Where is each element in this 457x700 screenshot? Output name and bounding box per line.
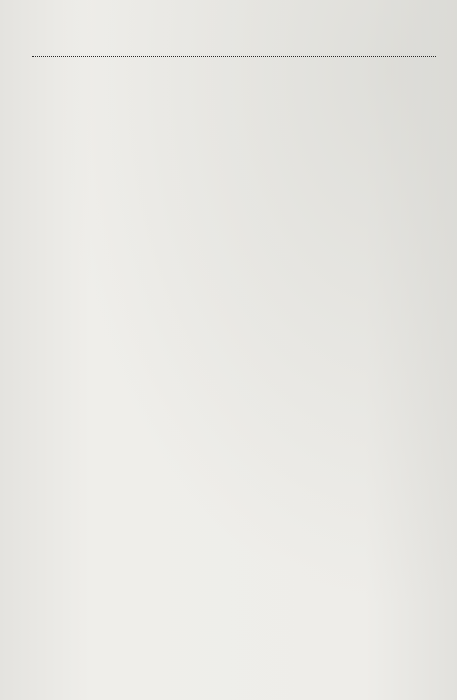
table-of-contents	[30, 30, 438, 82]
toc-entry-intro	[30, 56, 438, 60]
dot-leader	[32, 56, 436, 57]
